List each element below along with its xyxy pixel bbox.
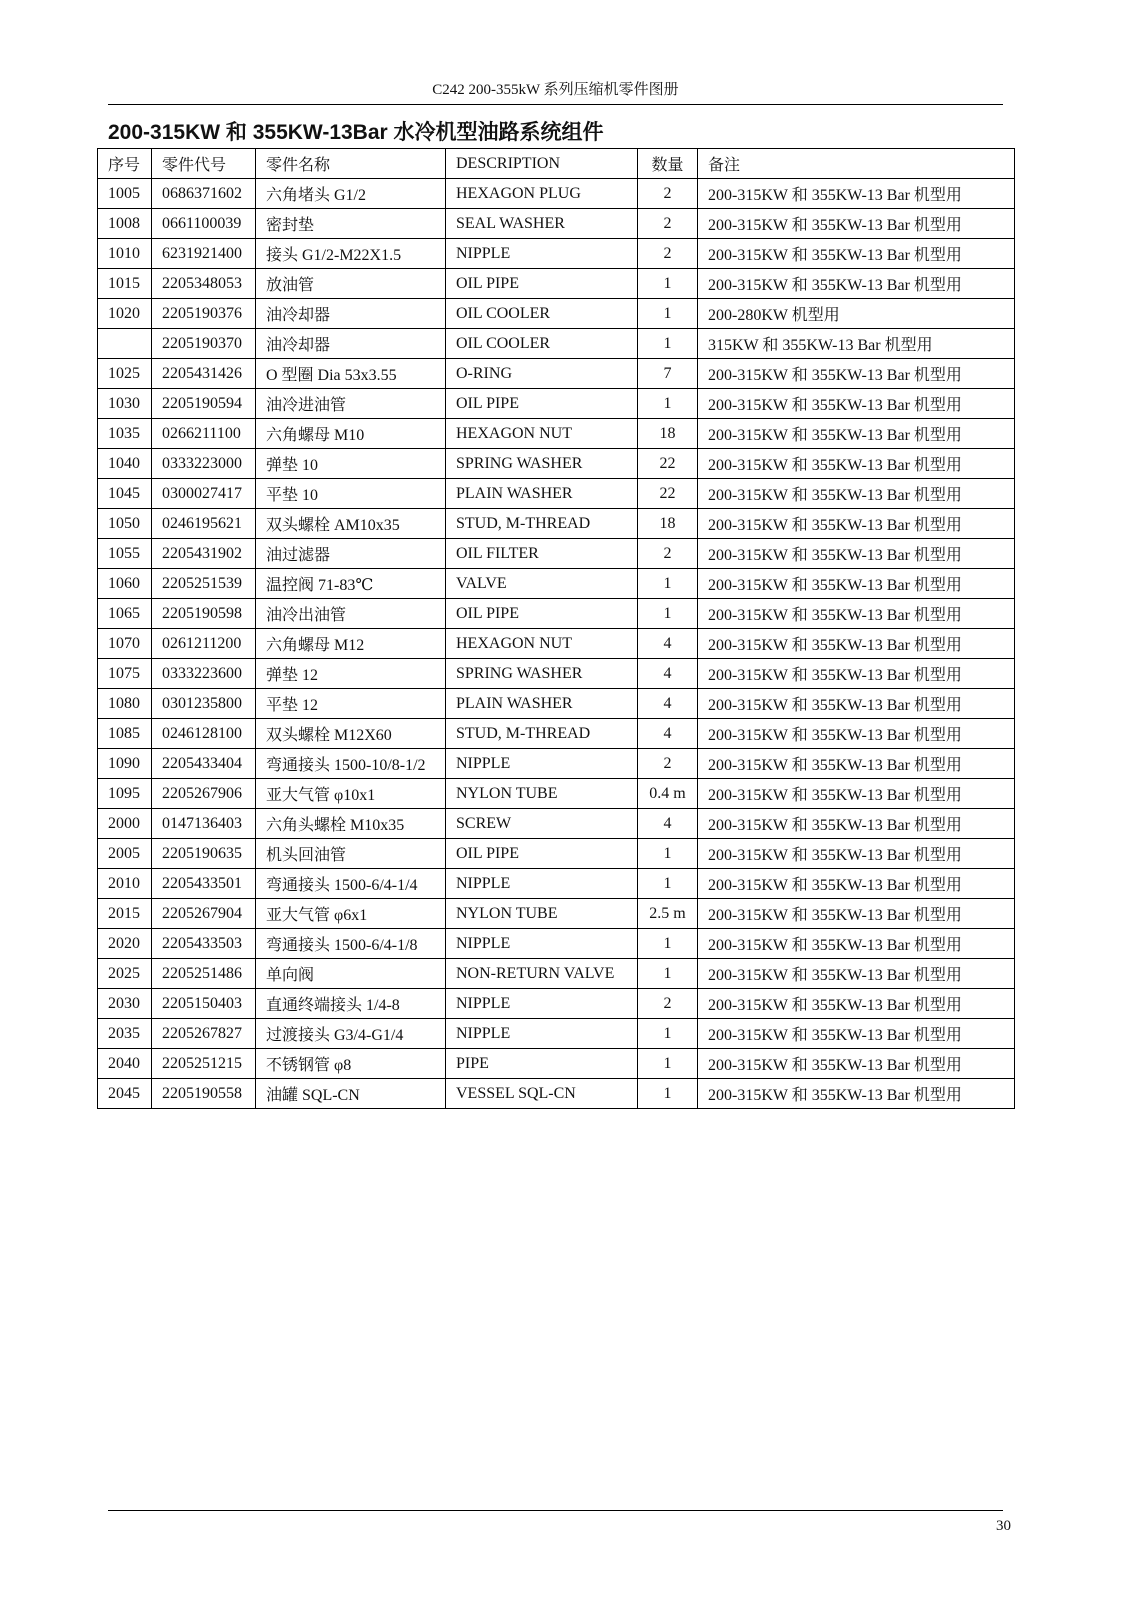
part-name-cell: 亚大气管 φ10x1 xyxy=(256,779,446,809)
quantity-cell: 1 xyxy=(638,389,698,419)
part-code-cell: 0300027417 xyxy=(152,479,256,509)
description-cell: NON-RETURN VALVE xyxy=(446,959,638,989)
part-name-cell: 过渡接头 G3/4-G1/4 xyxy=(256,1019,446,1049)
seq-cell: 2025 xyxy=(98,959,152,989)
description-cell: VALVE xyxy=(446,569,638,599)
column-header-seq: 序号 xyxy=(98,149,152,179)
table-row xyxy=(98,509,1015,539)
description-cell: O-RING xyxy=(446,359,638,389)
table-row xyxy=(98,1079,1015,1109)
part-name-cell: 弯通接头 1500-6/4-1/4 xyxy=(256,869,446,899)
quantity-cell: 2 xyxy=(638,209,698,239)
description-cell: OIL PIPE xyxy=(446,269,638,299)
quantity-cell: 18 xyxy=(638,419,698,449)
part-name-cell: 油过滤器 xyxy=(256,539,446,569)
part-name-cell: 六角头螺栓 M10x35 xyxy=(256,809,446,839)
part-name-cell: O 型圈 Dia 53x3.55 xyxy=(256,359,446,389)
quantity-cell: 22 xyxy=(638,479,698,509)
description-cell: STUD, M-THREAD xyxy=(446,719,638,749)
seq-cell: 1005 xyxy=(98,179,152,209)
description-cell: NIPPLE xyxy=(446,929,638,959)
part-code-cell: 2205433501 xyxy=(152,869,256,899)
part-name-cell: 接头 G1/2-M22X1.5 xyxy=(256,239,446,269)
column-header-part-code: 零件代号 xyxy=(152,149,256,179)
part-code-cell: 0147136403 xyxy=(152,809,256,839)
description-cell: OIL COOLER xyxy=(446,329,638,359)
seq-cell: 2005 xyxy=(98,839,152,869)
seq-cell: 2035 xyxy=(98,1019,152,1049)
part-code-cell: 0246128100 xyxy=(152,719,256,749)
quantity-cell: 4 xyxy=(638,689,698,719)
part-code-cell: 0333223600 xyxy=(152,659,256,689)
quantity-cell: 2 xyxy=(638,539,698,569)
quantity-cell: 1 xyxy=(638,1049,698,1079)
description-cell: SCREW xyxy=(446,809,638,839)
part-name-cell: 单向阀 xyxy=(256,959,446,989)
quantity-cell: 18 xyxy=(638,509,698,539)
seq-cell: 1030 xyxy=(98,389,152,419)
part-code-cell: 0246195621 xyxy=(152,509,256,539)
part-name-cell: 油罐 SQL-CN xyxy=(256,1079,446,1109)
table-row xyxy=(98,479,1015,509)
quantity-cell: 1 xyxy=(638,299,698,329)
seq-cell: 1025 xyxy=(98,359,152,389)
table-row xyxy=(98,749,1015,779)
part-name-cell: 平垫 10 xyxy=(256,479,446,509)
description-cell: VESSEL SQL-CN xyxy=(446,1079,638,1109)
part-code-cell: 2205433404 xyxy=(152,749,256,779)
table-row xyxy=(98,719,1015,749)
remarks-cell: 200-315KW 和 355KW-13 Bar 机型用 xyxy=(698,479,1015,509)
quantity-cell: 4 xyxy=(638,809,698,839)
remarks-cell: 200-315KW 和 355KW-13 Bar 机型用 xyxy=(698,1049,1015,1079)
part-code-cell: 2205190635 xyxy=(152,839,256,869)
quantity-cell: 1 xyxy=(638,1079,698,1109)
remarks-cell: 200-315KW 和 355KW-13 Bar 机型用 xyxy=(698,989,1015,1019)
seq-cell: 1090 xyxy=(98,749,152,779)
seq-cell: 1085 xyxy=(98,719,152,749)
quantity-cell: 1 xyxy=(638,959,698,989)
table-row xyxy=(98,1019,1015,1049)
remarks-cell: 200-315KW 和 355KW-13 Bar 机型用 xyxy=(698,749,1015,779)
remarks-cell: 200-315KW 和 355KW-13 Bar 机型用 xyxy=(698,659,1015,689)
description-cell: NIPPLE xyxy=(446,1019,638,1049)
quantity-cell: 1 xyxy=(638,569,698,599)
description-cell: PLAIN WASHER xyxy=(446,689,638,719)
seq-cell: 1008 xyxy=(98,209,152,239)
part-name-cell: 弯通接头 1500-10/8-1/2 xyxy=(256,749,446,779)
part-code-cell: 2205251215 xyxy=(152,1049,256,1079)
part-name-cell: 六角螺母 M10 xyxy=(256,419,446,449)
seq-cell: 1020 xyxy=(98,299,152,329)
part-code-cell: 0261211200 xyxy=(152,629,256,659)
remarks-cell: 200-315KW 和 355KW-13 Bar 机型用 xyxy=(698,569,1015,599)
part-code-cell: 2205150403 xyxy=(152,989,256,1019)
footer-rule xyxy=(108,1510,1003,1511)
column-header-description: DESCRIPTION xyxy=(446,149,638,179)
table-row xyxy=(98,329,1015,359)
part-code-cell: 2205251486 xyxy=(152,959,256,989)
quantity-cell: 1 xyxy=(638,929,698,959)
quantity-cell: 2 xyxy=(638,239,698,269)
parts-table xyxy=(97,148,1015,1109)
remarks-cell: 200-315KW 和 355KW-13 Bar 机型用 xyxy=(698,719,1015,749)
seq-cell: 2020 xyxy=(98,929,152,959)
description-cell: SPRING WASHER xyxy=(446,659,638,689)
quantity-cell: 4 xyxy=(638,719,698,749)
part-code-cell: 2205267827 xyxy=(152,1019,256,1049)
remarks-cell: 200-315KW 和 355KW-13 Bar 机型用 xyxy=(698,209,1015,239)
remarks-cell: 200-315KW 和 355KW-13 Bar 机型用 xyxy=(698,629,1015,659)
seq-cell: 1060 xyxy=(98,569,152,599)
table-row xyxy=(98,179,1015,209)
quantity-cell: 1 xyxy=(638,869,698,899)
remarks-cell: 200-315KW 和 355KW-13 Bar 机型用 xyxy=(698,779,1015,809)
part-code-cell: 0661100039 xyxy=(152,209,256,239)
seq-cell: 1055 xyxy=(98,539,152,569)
remarks-cell: 200-315KW 和 355KW-13 Bar 机型用 xyxy=(698,389,1015,419)
column-header-part-name: 零件名称 xyxy=(256,149,446,179)
seq-cell: 1065 xyxy=(98,599,152,629)
remarks-cell: 200-315KW 和 355KW-13 Bar 机型用 xyxy=(698,899,1015,929)
quantity-cell: 4 xyxy=(638,659,698,689)
remarks-cell: 200-315KW 和 355KW-13 Bar 机型用 xyxy=(698,239,1015,269)
part-name-cell: 油冷却器 xyxy=(256,329,446,359)
remarks-cell: 200-315KW 和 355KW-13 Bar 机型用 xyxy=(698,449,1015,479)
table-row xyxy=(98,809,1015,839)
description-cell: PIPE xyxy=(446,1049,638,1079)
seq-cell: 1095 xyxy=(98,779,152,809)
part-code-cell: 0686371602 xyxy=(152,179,256,209)
table-header-row xyxy=(98,149,1015,179)
quantity-cell: 1 xyxy=(638,1019,698,1049)
description-cell: STUD, M-THREAD xyxy=(446,509,638,539)
part-code-cell: 2205190376 xyxy=(152,299,256,329)
table-row xyxy=(98,899,1015,929)
quantity-cell: 1 xyxy=(638,839,698,869)
remarks-cell: 200-315KW 和 355KW-13 Bar 机型用 xyxy=(698,839,1015,869)
description-cell: NIPPLE xyxy=(446,989,638,1019)
quantity-cell: 1 xyxy=(638,329,698,359)
table-row xyxy=(98,209,1015,239)
table-row xyxy=(98,959,1015,989)
description-cell: OIL PIPE xyxy=(446,599,638,629)
part-code-cell: 2205431902 xyxy=(152,539,256,569)
remarks-cell: 200-315KW 和 355KW-13 Bar 机型用 xyxy=(698,809,1015,839)
description-cell: OIL PIPE xyxy=(446,389,638,419)
seq-cell: 2000 xyxy=(98,809,152,839)
seq-cell: 1080 xyxy=(98,689,152,719)
table-row xyxy=(98,569,1015,599)
remarks-cell: 200-315KW 和 355KW-13 Bar 机型用 xyxy=(698,179,1015,209)
part-code-cell: 0266211100 xyxy=(152,419,256,449)
part-code-cell: 2205190594 xyxy=(152,389,256,419)
part-code-cell: 2205431426 xyxy=(152,359,256,389)
table-row xyxy=(98,389,1015,419)
description-cell: NIPPLE xyxy=(446,239,638,269)
description-cell: NIPPLE xyxy=(446,749,638,779)
part-code-cell: 2205267904 xyxy=(152,899,256,929)
part-name-cell: 六角堵头 G1/2 xyxy=(256,179,446,209)
seq-cell: 1015 xyxy=(98,269,152,299)
seq-cell: 2040 xyxy=(98,1049,152,1079)
seq-cell: 1050 xyxy=(98,509,152,539)
quantity-cell: 2 xyxy=(638,989,698,1019)
description-cell: HEXAGON NUT xyxy=(446,419,638,449)
quantity-cell: 1 xyxy=(638,269,698,299)
description-cell: OIL FILTER xyxy=(446,539,638,569)
parts-table-body xyxy=(98,179,1015,1109)
seq-cell: 1045 xyxy=(98,479,152,509)
remarks-cell: 315KW 和 355KW-13 Bar 机型用 xyxy=(698,329,1015,359)
part-name-cell: 双头螺栓 M12X60 xyxy=(256,719,446,749)
table-row xyxy=(98,929,1015,959)
remarks-cell: 200-315KW 和 355KW-13 Bar 机型用 xyxy=(698,869,1015,899)
part-name-cell: 弹垫 10 xyxy=(256,449,446,479)
part-name-cell: 密封垫 xyxy=(256,209,446,239)
section-title: 200-315KW 和 355KW-13Bar 水冷机型油路系统组件 xyxy=(108,121,604,144)
table-row xyxy=(98,599,1015,629)
seq-cell: 2015 xyxy=(98,899,152,929)
description-cell: NYLON TUBE xyxy=(446,779,638,809)
part-code-cell: 2205251539 xyxy=(152,569,256,599)
remarks-cell: 200-315KW 和 355KW-13 Bar 机型用 xyxy=(698,359,1015,389)
table-row xyxy=(98,1049,1015,1079)
column-header-quantity: 数量 xyxy=(638,149,698,179)
seq-cell: 1010 xyxy=(98,239,152,269)
description-cell: NIPPLE xyxy=(446,869,638,899)
remarks-cell: 200-315KW 和 355KW-13 Bar 机型用 xyxy=(698,509,1015,539)
table-row xyxy=(98,869,1015,899)
part-name-cell: 直通终端接头 1/4-8 xyxy=(256,989,446,1019)
part-code-cell: 2205190598 xyxy=(152,599,256,629)
seq-cell: 1035 xyxy=(98,419,152,449)
part-name-cell: 弹垫 12 xyxy=(256,659,446,689)
quantity-cell: 2 xyxy=(638,179,698,209)
remarks-cell: 200-280KW 机型用 xyxy=(698,299,1015,329)
part-name-cell: 平垫 12 xyxy=(256,689,446,719)
table-row xyxy=(98,269,1015,299)
seq-cell xyxy=(98,329,152,359)
table-row xyxy=(98,839,1015,869)
part-name-cell: 温控阀 71-83℃ xyxy=(256,569,446,599)
running-header: C242 200-355kW 系列压缩机零件图册 xyxy=(432,82,679,98)
part-name-cell: 不锈钢管 φ8 xyxy=(256,1049,446,1079)
quantity-cell: 2 xyxy=(638,749,698,779)
quantity-cell: 0.4 m xyxy=(638,779,698,809)
description-cell: OIL PIPE xyxy=(446,839,638,869)
seq-cell: 2030 xyxy=(98,989,152,1019)
description-cell: PLAIN WASHER xyxy=(446,479,638,509)
table-row xyxy=(98,689,1015,719)
table-row xyxy=(98,449,1015,479)
remarks-cell: 200-315KW 和 355KW-13 Bar 机型用 xyxy=(698,959,1015,989)
quantity-cell: 22 xyxy=(638,449,698,479)
description-cell: HEXAGON NUT xyxy=(446,629,638,659)
seq-cell: 2045 xyxy=(98,1079,152,1109)
seq-cell: 1070 xyxy=(98,629,152,659)
remarks-cell: 200-315KW 和 355KW-13 Bar 机型用 xyxy=(698,599,1015,629)
table-row xyxy=(98,419,1015,449)
remarks-cell: 200-315KW 和 355KW-13 Bar 机型用 xyxy=(698,1019,1015,1049)
table-row xyxy=(98,239,1015,269)
remarks-cell: 200-315KW 和 355KW-13 Bar 机型用 xyxy=(698,539,1015,569)
table-row xyxy=(98,659,1015,689)
page-number: 30 xyxy=(996,1518,1011,1534)
header-rule xyxy=(108,104,1003,105)
part-code-cell: 2205190558 xyxy=(152,1079,256,1109)
part-name-cell: 油冷却器 xyxy=(256,299,446,329)
seq-cell: 2010 xyxy=(98,869,152,899)
part-name-cell: 油冷进油管 xyxy=(256,389,446,419)
remarks-cell: 200-315KW 和 355KW-13 Bar 机型用 xyxy=(698,689,1015,719)
description-cell: SPRING WASHER xyxy=(446,449,638,479)
quantity-cell: 2.5 m xyxy=(638,899,698,929)
description-cell: SEAL WASHER xyxy=(446,209,638,239)
description-cell: NYLON TUBE xyxy=(446,899,638,929)
part-name-cell: 放油管 xyxy=(256,269,446,299)
remarks-cell: 200-315KW 和 355KW-13 Bar 机型用 xyxy=(698,419,1015,449)
table-row xyxy=(98,299,1015,329)
remarks-cell: 200-315KW 和 355KW-13 Bar 机型用 xyxy=(698,929,1015,959)
seq-cell: 1075 xyxy=(98,659,152,689)
table-row xyxy=(98,779,1015,809)
column-header-remarks: 备注 xyxy=(698,149,1015,179)
table-row xyxy=(98,989,1015,1019)
part-code-cell: 2205190370 xyxy=(152,329,256,359)
quantity-cell: 4 xyxy=(638,629,698,659)
part-code-cell: 6231921400 xyxy=(152,239,256,269)
part-name-cell: 六角螺母 M12 xyxy=(256,629,446,659)
remarks-cell: 200-315KW 和 355KW-13 Bar 机型用 xyxy=(698,269,1015,299)
part-name-cell: 机头回油管 xyxy=(256,839,446,869)
remarks-cell: 200-315KW 和 355KW-13 Bar 机型用 xyxy=(698,1079,1015,1109)
description-cell: HEXAGON PLUG xyxy=(446,179,638,209)
description-cell: OIL COOLER xyxy=(446,299,638,329)
seq-cell: 1040 xyxy=(98,449,152,479)
part-code-cell: 2205433503 xyxy=(152,929,256,959)
part-code-cell: 0301235800 xyxy=(152,689,256,719)
part-name-cell: 弯通接头 1500-6/4-1/8 xyxy=(256,929,446,959)
quantity-cell: 7 xyxy=(638,359,698,389)
part-code-cell: 2205348053 xyxy=(152,269,256,299)
part-name-cell: 油冷出油管 xyxy=(256,599,446,629)
table-row xyxy=(98,629,1015,659)
part-code-cell: 0333223000 xyxy=(152,449,256,479)
part-code-cell: 2205267906 xyxy=(152,779,256,809)
part-name-cell: 双头螺栓 AM10x35 xyxy=(256,509,446,539)
table-row xyxy=(98,539,1015,569)
part-name-cell: 亚大气管 φ6x1 xyxy=(256,899,446,929)
table-row xyxy=(98,359,1015,389)
quantity-cell: 1 xyxy=(638,599,698,629)
